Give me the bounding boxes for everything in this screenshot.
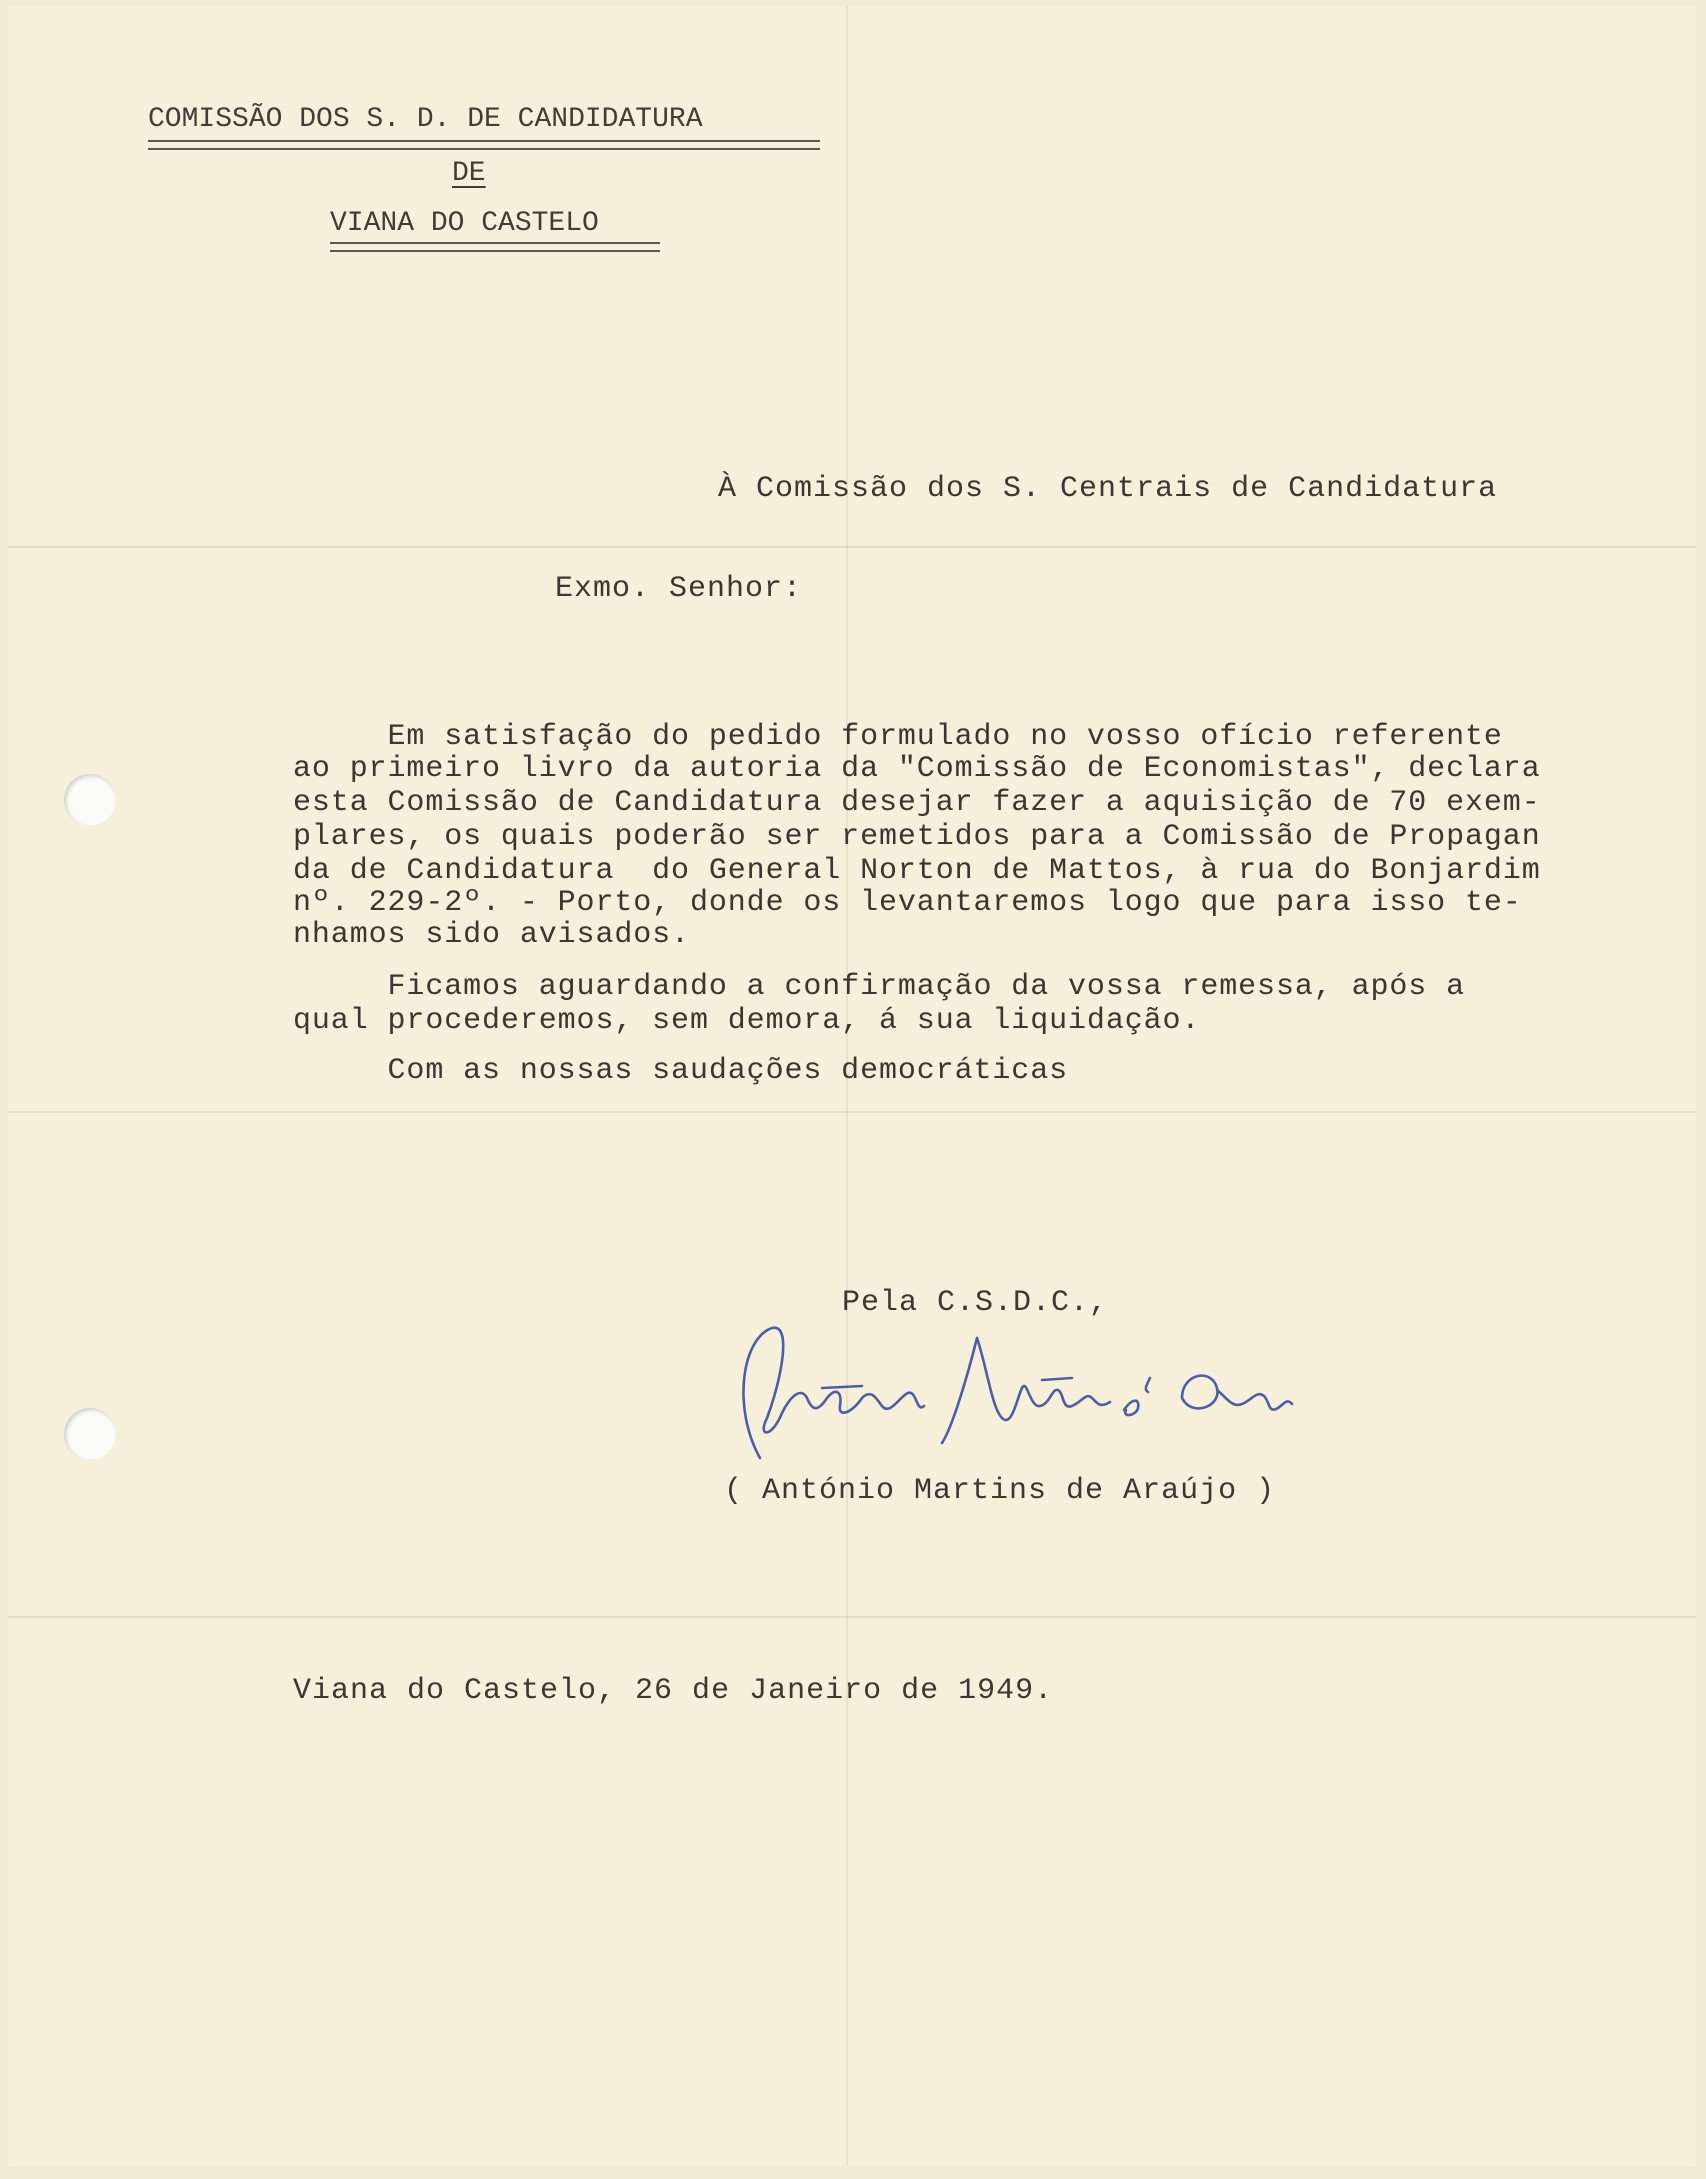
salutation: Exmo. Senhor: bbox=[555, 572, 803, 606]
signature-by-line: Pela C.S.D.C., bbox=[842, 1286, 1109, 1320]
letterhead-line-3: VIANA DO CASTELO bbox=[330, 208, 599, 239]
fold-crease bbox=[8, 546, 1696, 548]
body-line: nhamos sido avisados. bbox=[293, 918, 690, 952]
body-line: qual procederemos, sem demora, á sua liquidação. bbox=[293, 1004, 1201, 1038]
letterhead-line-2: DE bbox=[452, 158, 486, 189]
handwritten-signature bbox=[712, 1318, 1312, 1468]
place-date: Viana do Castelo, 26 de Janeiro de 1949. bbox=[293, 1674, 1054, 1708]
fold-crease bbox=[8, 1616, 1696, 1618]
body-line: esta Comissão de Candidatura desejar fazer a aquisição de 70 exem- bbox=[293, 786, 1541, 820]
closing-line: Com as nossas saudações democráticas bbox=[293, 1054, 1069, 1088]
punch-hole bbox=[64, 1408, 116, 1460]
body-line: nº. 229-2º. - Porto, donde os levantaremos logo que para isso te- bbox=[293, 886, 1522, 920]
letterhead-rule bbox=[148, 140, 820, 150]
letterhead-line-1: COMISSÃO DOS S. D. DE CANDIDATURA bbox=[148, 104, 703, 135]
fold-crease bbox=[8, 1111, 1696, 1113]
recipient-line: À Comissão dos S. Centrais de Candidatura bbox=[718, 472, 1498, 506]
body-line: plares, os quais poderão ser remetidos para a Comissão de Propagan bbox=[293, 820, 1541, 854]
signatory-name: ( António Martins de Araújo ) bbox=[724, 1474, 1276, 1508]
punch-hole bbox=[64, 774, 116, 826]
body-line: Ficamos aguardando a confirmação da vossa remessa, após a bbox=[293, 970, 1465, 1004]
body-line: da de Candidatura do General Norton de Mattos, à rua do Bonjardim bbox=[293, 854, 1541, 888]
body-line: ao primeiro livro da autoria da "Comissão de Economistas", declara bbox=[293, 752, 1541, 786]
letterhead-rule bbox=[330, 242, 660, 252]
body-line: Em satisfação do pedido formulado no vosso ofício referente bbox=[293, 720, 1503, 754]
